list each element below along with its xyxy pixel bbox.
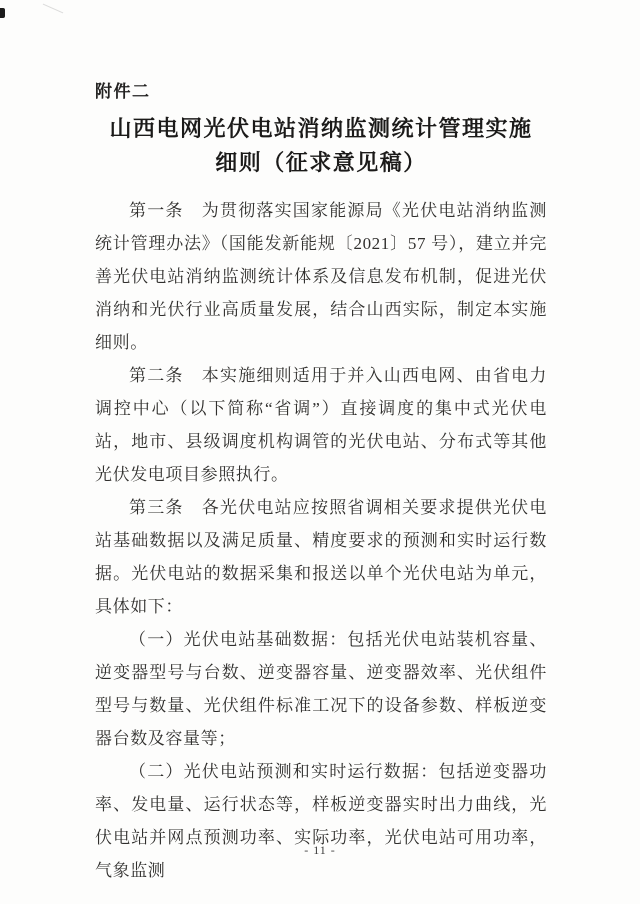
scan-scratch-artifact <box>43 4 64 14</box>
paragraph-article-1: 第一条 为贯彻落实国家能源局《光伏电站消纳监测统计管理办法》（国能发新能规〔2021〕57 号），建立并完善光伏电站消纳监测统计体系及信息发布机制，促进光伏消纳和光伏行业高质量发展，结合山西实际，制定本实施细则。 <box>95 201 547 352</box>
document-title-line-1: 山西电网光伏电站消纳监测统计管理实施 <box>109 116 533 141</box>
scan-edge-artifact <box>0 8 5 18</box>
document-title-line-2: 细则（征求意见稿） <box>215 150 427 175</box>
attachment-label: 附件二 <box>95 82 151 101</box>
page-number: - 11 - <box>304 843 336 857</box>
paragraph-article-2: 第二条 本实施细则适用于并入山西电网、由省电力调控中心（以下简称“省调”）直接调度的集中式光伏电站，地市、县级调度机构调管的光伏电站、分布式等其他光伏发电项目参照执行。 <box>95 366 547 484</box>
paragraph-article-3: 第三条 各光伏电站应按照省调相关要求提供光伏电站基础数据以及满足质量、精度要求的预测和实时运行数据。光伏电站的数据采集和报送以单个光伏电站为单元，具体如下： <box>95 498 547 616</box>
paragraph-item-2: （二）光伏电站预测和实时运行数据：包括逆变器功率、发电量、运行状态等，样板逆变器实时出力曲线，光伏电站并网点预测功率、实际功率，光伏电站可用功率，气象监测 <box>95 762 547 880</box>
document-body <box>95 80 547 887</box>
document-title <box>95 112 547 180</box>
paragraph-item-1: （一）光伏电站基础数据：包括光伏电站装机容量、逆变器型号与台数、逆变器容量、逆变器效率、光伏组件型号与数量、光伏组件标准工况下的设备参数、样板逆变器台数及容量等； <box>95 630 547 748</box>
